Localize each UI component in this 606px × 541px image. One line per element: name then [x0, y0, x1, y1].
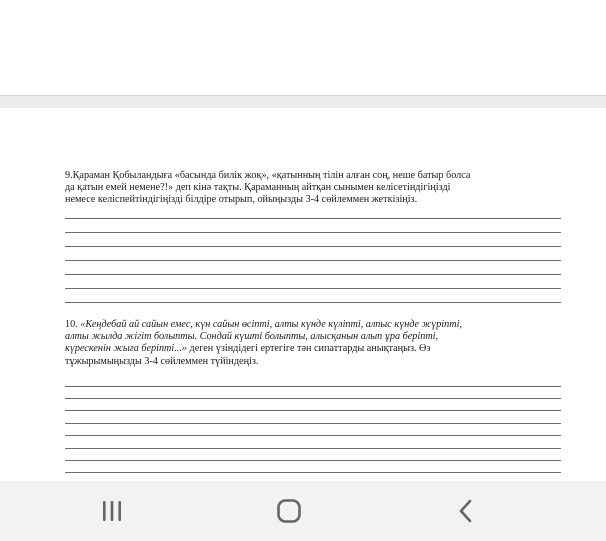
android-navigation-bar [0, 481, 606, 541]
question-10-line [65, 331, 563, 343]
question-10-line [65, 356, 563, 368]
home-icon [276, 498, 302, 524]
answer-line [65, 410, 561, 411]
quote-text: алты жылда жігіт болыпты. Сондай күшті болыпты, алысқанын алып ұра беріпті, [65, 331, 439, 343]
question-10-line [65, 319, 563, 331]
answer-line [65, 448, 561, 449]
quote-text: «Кеңдебай ай сайын емес, күн сайын өсіпті, алты күнде күліпті, алпыс күнде жүріпті, [80, 319, 462, 330]
recent-apps-button[interactable] [99, 497, 125, 525]
quote-text: күрескенін жыға беріпті...» [65, 343, 187, 355]
question-10 [65, 319, 563, 368]
question-10-instruction: деген үзіндідегі ертегіге тән сипаттарды анықтаңыз. Өз [186, 343, 431, 355]
question-10-text [65, 319, 563, 368]
back-button[interactable] [455, 497, 477, 525]
question-9-text [65, 170, 563, 207]
answer-line [65, 260, 561, 261]
blank-header-area [0, 0, 606, 95]
answer-line [65, 398, 561, 399]
question-9-line: немесе келіспейтіндігіңізді білдіре отырып, ойыңызды 3-4 сөйлеммен жеткізіңіз. [65, 194, 418, 206]
answer-line [65, 288, 561, 289]
answer-line [65, 460, 561, 461]
question-9-line: да қатын емей немене?!» деп кінә тақты. Қараманның айтқан сынымен келісетіндігіңізді [65, 182, 451, 194]
question-9 [65, 170, 563, 207]
document-page [0, 108, 606, 481]
answer-line [65, 274, 561, 275]
question-9-line: 9.Қараман Қобыландыға «басында билік жоқ», «қатынның тілін алған соң, неше батыр болса [65, 170, 471, 181]
question-10-line [65, 343, 563, 355]
back-icon [456, 498, 476, 524]
answer-line [65, 218, 561, 219]
question-10-instruction: тұжырымыңызды 3-4 сөйлеммен түйіндеңіз. [65, 355, 259, 367]
question-10-number: 10. [65, 319, 81, 330]
recent-apps-icon [100, 499, 124, 523]
answer-line [65, 435, 561, 436]
answer-line [65, 472, 561, 473]
page-divider [0, 95, 606, 108]
answer-line [65, 302, 561, 303]
answer-line [65, 386, 561, 387]
answer-line [65, 232, 561, 233]
answer-line [65, 246, 561, 247]
answer-line [65, 423, 561, 424]
home-button[interactable] [275, 497, 303, 525]
